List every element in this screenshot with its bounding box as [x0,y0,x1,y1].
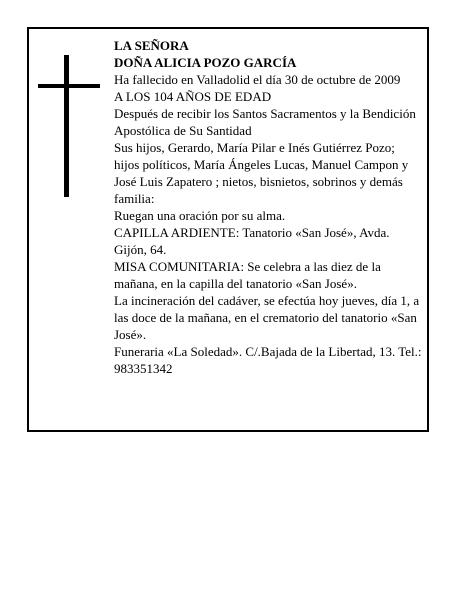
prayer-request: Ruegan una oración por su alma. [114,208,286,223]
family-statement: Sus hijos, Gerardo, María Pilar e Inés Gutiérrez Pozo; hijos políticos, María Ángeles Lucas, Manuel Campon y José Luis Zapatero ; nietos, bisnietos, sobrinos y demás familia: [114,140,409,206]
mass-info: MISA COMUNITARIA: Se celebra a las diez de la mañana, en la capilla del tanatorio «San José». [114,259,381,291]
cross-horizontal-bar [38,84,100,88]
cross-icon [38,55,100,197]
age-statement: A LOS 104 AÑOS DE EDAD [114,89,272,104]
deceased-name: DOÑA ALICIA POZO GARCÍA [114,55,297,70]
chapel-info: CAPILLA ARDIENTE: Tanatorio «San José», Avda. Gijón, 64. [114,225,390,257]
notice-text [114,37,422,377]
sacraments-statement: Después de recibir los Santos Sacramentos y la Bendición Apostólica de Su Santidad [114,106,416,138]
death-statement: Ha fallecido en Valladolid el día 30 de octubre de 2009 [114,72,401,87]
cremation-info: La incineración del cadáver, se efectúa hoy jueves, día 1, a las doce de la mañana, en el crematorio del tanatorio «San José». [114,293,420,342]
funeral-home-info: Funeraria «La Soledad». C/.Bajada de la Libertad, 13. Tel.: 983351342 [114,344,422,376]
notice-title: LA SEÑORA [114,38,189,53]
cross-vertical-bar [64,55,69,197]
